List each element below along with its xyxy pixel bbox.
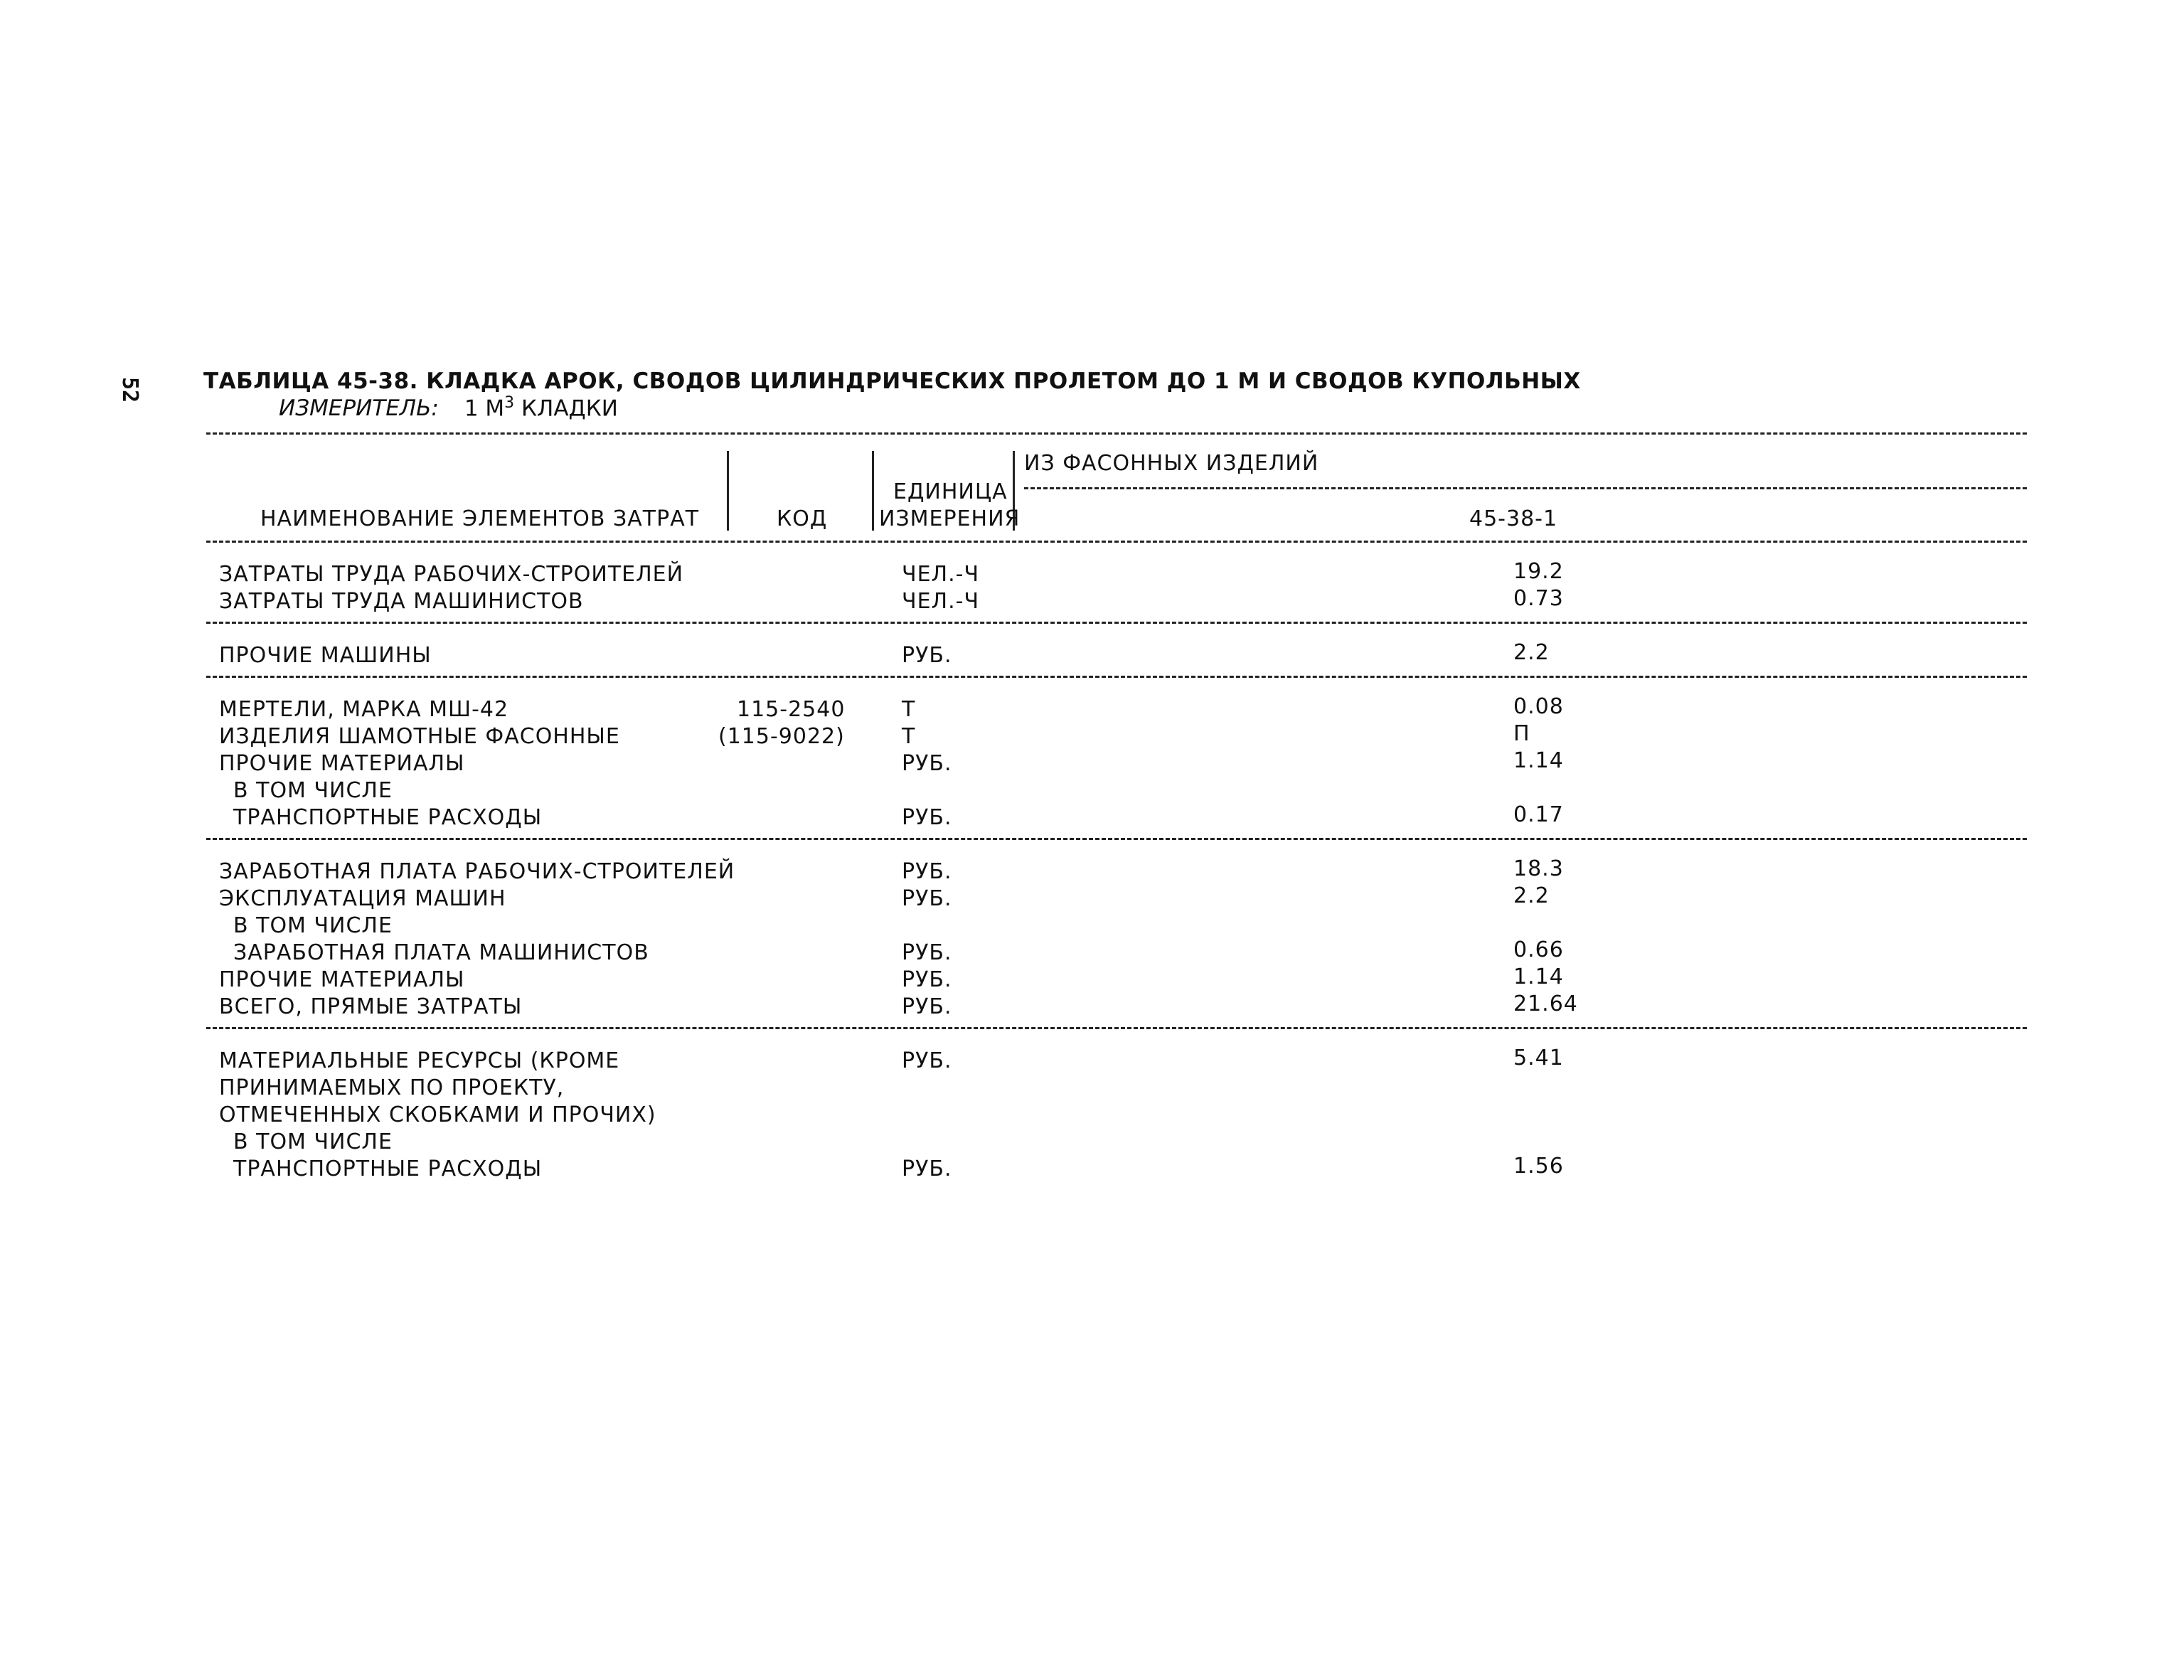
row-value: 1.56 (1513, 1154, 1564, 1179)
row-name: МЕРТЕЛИ, МАРКА МШ-42 (219, 697, 509, 722)
row-unit: Т (902, 697, 916, 722)
section-rule-3 (206, 838, 2027, 840)
row-value: 21.64 (1513, 991, 1578, 1016)
header-divider-2 (872, 451, 874, 531)
row-value: 0.17 (1513, 802, 1564, 827)
section-rule-4 (206, 1027, 2027, 1029)
measure-sup: 3 (504, 394, 515, 412)
column-header-code: КОД (777, 506, 828, 531)
row-name: МАТЕРИАЛЬНЫЕ РЕСУРСЫ (КРОМЕ (219, 1048, 620, 1073)
row-name: ВСЕГО, ПРЯМЫЕ ЗАТРАТЫ (219, 994, 523, 1019)
row-name: ЗАРАБОТНАЯ ПЛАТА РАБОЧИХ-СТРОИТЕЛЕЙ (219, 859, 735, 884)
measure-value-post: КЛАДКИ (514, 395, 618, 422)
row-name: ПРОЧИЕ МАШИНЫ (219, 643, 432, 668)
row-value: 5.41 (1513, 1046, 1564, 1070)
row-name: В ТОМ ЧИСЛЕ (233, 913, 393, 938)
measure-value: 1 М (464, 395, 505, 422)
row-unit: РУБ. (902, 805, 952, 830)
row-unit: РУБ. (902, 994, 952, 1019)
measure-label: ИЗМЕРИТЕЛЬ: (279, 395, 439, 422)
measure-line (279, 394, 618, 421)
row-unit: Т (902, 724, 916, 749)
row-value: П (1513, 721, 1530, 746)
row-unit: РУБ. (902, 751, 952, 776)
row-unit: ЧЕЛ.-Ч (902, 589, 980, 614)
row-name: ЗАТРАТЫ ТРУДА МАШИНИСТОВ (219, 589, 584, 614)
page-number: 52 (117, 377, 142, 403)
row-name: ТРАНСПОРТНЫЕ РАСХОДЫ (233, 805, 543, 830)
row-unit: РУБ. (902, 859, 952, 884)
row-value: 2.2 (1513, 640, 1550, 665)
row-name: В ТОМ ЧИСЛЕ (233, 1129, 393, 1154)
row-value: 0.08 (1513, 694, 1564, 719)
column-header-value-code: 45-38-1 (1469, 506, 1558, 531)
row-unit: РУБ. (902, 1048, 952, 1073)
table-title: ТАБЛИЦА 45-38. КЛАДКА АРОК, СВОДОВ ЦИЛИНДРИЧЕСКИХ ПРОЛЕТОМ ДО 1 М И СВОДОВ КУПОЛЬНЫХ (203, 368, 1581, 394)
row-name: ПРИНИМАЕМЫХ ПО ПРОЕКТУ, (219, 1075, 565, 1100)
row-code: (115-9022) (718, 724, 845, 749)
row-unit: ЧЕЛ.-Ч (902, 562, 980, 587)
row-name: В ТОМ ЧИСЛЕ (233, 778, 393, 803)
column-header-unit-2: ИЗМЕРЕНИЯ (879, 506, 1021, 531)
rule-header-bottom (206, 541, 2027, 543)
row-name: ИЗДЕЛИЯ ШАМОТНЫЕ ФАСОННЫЕ (219, 724, 620, 749)
row-value: 19.2 (1513, 559, 1564, 584)
row-name: ПРОЧИЕ МАТЕРИАЛЫ (219, 967, 465, 992)
row-code: 115-2540 (737, 697, 846, 722)
rule-top (206, 432, 2027, 435)
row-value: 2.2 (1513, 883, 1550, 908)
row-value: 0.73 (1513, 586, 1564, 611)
row-value: 18.3 (1513, 856, 1564, 881)
row-name: ЗАТРАТЫ ТРУДА РАБОЧИХ-СТРОИТЕЛЕЙ (219, 562, 684, 587)
row-name: ОТМЕЧЕННЫХ СКОБКАМИ И ПРОЧИХ) (219, 1102, 656, 1127)
row-value: 1.14 (1513, 748, 1564, 773)
column-header-group: ИЗ ФАСОННЫХ ИЗДЕЛИЙ (1024, 451, 1319, 476)
column-header-unit-1: ЕДИНИЦА (893, 479, 1008, 504)
row-unit: РУБ. (902, 967, 952, 992)
section-rule-1 (206, 622, 2027, 624)
header-divider-1 (727, 451, 729, 531)
row-name: ЭКСПЛУАТАЦИЯ МАШИН (219, 886, 506, 911)
section-rule-2 (206, 676, 2027, 678)
rule-group (1024, 487, 2027, 489)
row-name: ТРАНСПОРТНЫЕ РАСХОДЫ (233, 1157, 543, 1181)
row-name: ПРОЧИЕ МАТЕРИАЛЫ (219, 751, 465, 776)
row-unit: РУБ. (902, 643, 952, 668)
row-unit: РУБ. (902, 886, 952, 911)
row-value: 1.14 (1513, 964, 1564, 989)
column-header-name: НАИМЕНОВАНИЕ ЭЛЕМЕНТОВ ЗАТРАТ (260, 506, 700, 531)
row-value: 0.66 (1513, 937, 1564, 962)
row-name: ЗАРАБОТНАЯ ПЛАТА МАШИНИСТОВ (233, 940, 649, 965)
row-unit: РУБ. (902, 940, 952, 965)
row-unit: РУБ. (902, 1157, 952, 1181)
